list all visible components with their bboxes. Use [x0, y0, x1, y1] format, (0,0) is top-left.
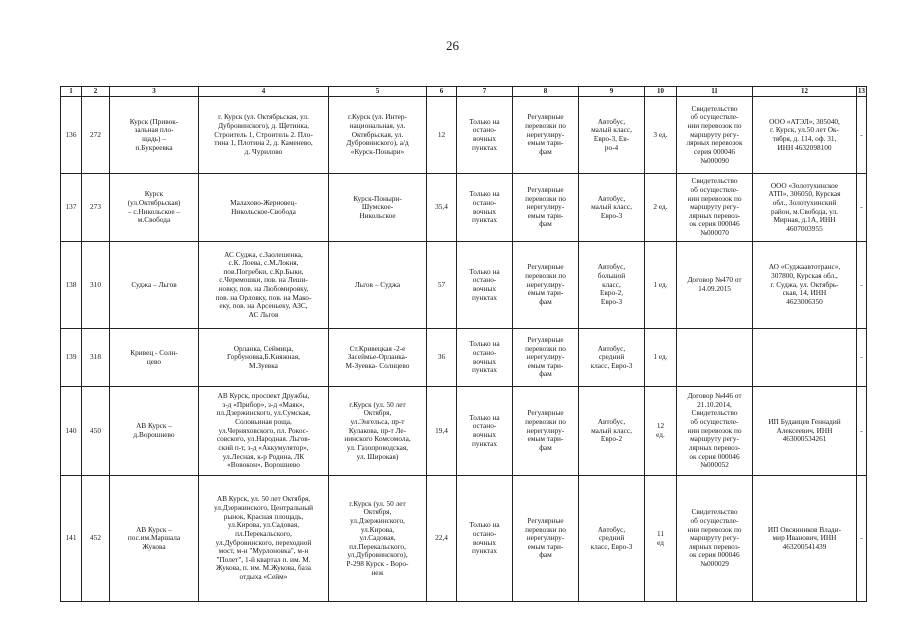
- start-date: -: [857, 97, 867, 174]
- column-header: 10: [645, 87, 677, 97]
- start-date: -: [857, 242, 867, 329]
- table-row: [61, 329, 867, 387]
- table-row: [61, 387, 867, 476]
- route-streets-back: г.Курск (ул. 50 лет Октября, ул.Энгельса, пр-т Кулакова, пр-т Ле- нинского Комсомола, ул. Газопроводская, ул. Широкая): [329, 387, 427, 476]
- route-number: 452: [82, 476, 110, 602]
- route-name: АВ Курск – д.Ворошнево: [110, 387, 199, 476]
- column-header: 5: [329, 87, 427, 97]
- column-header: 6: [427, 87, 457, 97]
- route-streets-forward: Малахово-Жерновец- Никольское-Свобода: [199, 174, 329, 242]
- route-streets-forward: АС Суджа, с.Заолешенка, с.К. Лоева, с.М.Локня, пов.Погребки, с.Кр.Быки, с.Черемошки, пов. на Леши- новку, пов. на Любомировку, пов. на Орловку, пов. на Мако- еку, пов. на Арсеньеку, АЗС, АС Льгов: [199, 242, 329, 329]
- route-length: 22,4: [427, 476, 457, 602]
- stop-order: Только на остано- вочных пунктах: [457, 476, 513, 602]
- transport-type: Регулярные перевозки по нерегулиру- емым тари- фам: [513, 174, 579, 242]
- vehicle-count: 1 ед.: [645, 329, 677, 387]
- route-number: 450: [82, 387, 110, 476]
- route-table: [60, 86, 867, 602]
- row-number: 141: [61, 476, 82, 602]
- vehicle-count: 2 ед.: [645, 174, 677, 242]
- vehicle-count: 1 ед.: [645, 242, 677, 329]
- vehicle-count: 3 ед.: [645, 97, 677, 174]
- stop-order: Только на остано- вочных пунктах: [457, 387, 513, 476]
- route-document: Свидетельство об осуществле- нии перевозок по маршруту регу- лярных перевоз- ок серия 000046 №000029: [677, 476, 753, 602]
- column-header: 11: [677, 87, 753, 97]
- route-number: 310: [82, 242, 110, 329]
- vehicle-class: Автобус, средний класс, Евро-3: [579, 329, 645, 387]
- column-header: 7: [457, 87, 513, 97]
- row-number: 138: [61, 242, 82, 329]
- vehicle-class: Автобус, малый класс, Евро-3: [579, 174, 645, 242]
- table-row: [61, 174, 867, 242]
- route-length: 19,4: [427, 387, 457, 476]
- column-header: 2: [82, 87, 110, 97]
- start-date: -: [857, 476, 867, 602]
- carrier-info: АО «Суджаавтотранс», 307800, Курская обл., г. Суджа, ул. Октябрь- ская, 14, ИНН 4623006350: [753, 242, 857, 329]
- page-number: 26: [446, 38, 459, 53]
- route-streets-forward: АВ Курск, ул. 50 лет Октября, ул.Дзержинского, Центральный рынок, Красная площадь, ул.Кирова, ул.Садовая, пл.Перекальского, ул.Дубровинского, переходной мост, м-н "Мурлоновка", м-н "Полет", 1-й квартал п. им. М. Жукова, п. им. М.Жукова, база отдыха «Сейм»: [199, 476, 329, 602]
- row-number: 137: [61, 174, 82, 242]
- carrier-info: ИП Овсянников Влади- мир Иванович, ИНН 463200541439: [753, 476, 857, 602]
- column-header: 4: [199, 87, 329, 97]
- route-length: 57: [427, 242, 457, 329]
- route-number: 272: [82, 97, 110, 174]
- row-number: 136: [61, 97, 82, 174]
- vehicle-class: Автобус, малый класс, Евро-2: [579, 387, 645, 476]
- transport-type: Регулярные перевозки по нерегулиру- емым тари- фам: [513, 242, 579, 329]
- route-streets-forward: Орланка, Сеймица, Горбуновка,Б.Княжная, М.Зуевка: [199, 329, 329, 387]
- route-streets-back: Ст.Кривецкая -2-е Засеймье-Орланка- М-Зуевка- Солнцево: [329, 329, 427, 387]
- route-name: АВ Курск – пос.им.Маршала Жукова: [110, 476, 199, 602]
- column-header: 9: [579, 87, 645, 97]
- route-document: Свидетельство об осуществле- нии перевозок по маршруту регу- лярных перевозок серия 000046 №000090: [677, 97, 753, 174]
- vehicle-class: Автобус, большой класс, Евро-2, Евро-3: [579, 242, 645, 329]
- table-row: [61, 242, 867, 329]
- carrier-info: ООО «АТЭЛ», 305040, г. Курск, ул.50 лет Ок- тября, д. 114, оф. 31, ИНН 4632098100: [753, 97, 857, 174]
- start-date: -: [857, 387, 867, 476]
- stop-order: Только на остано- вочных пунктах: [457, 174, 513, 242]
- header-row: [61, 87, 867, 97]
- route-name: Кривец - Солн- цево: [110, 329, 199, 387]
- route-document: Свидетельство об осуществле- нии перевозок по маршруту регу- лярных перевоз- ок серия 000046 №000070: [677, 174, 753, 242]
- route-name: Курск (Привок- зальная пло- щадь) – п.Букреевка: [110, 97, 199, 174]
- start-date: -: [857, 174, 867, 242]
- carrier-info: ИП Будаицев Геннадий Алексеевич, ИНН 463000534261: [753, 387, 857, 476]
- route-streets-forward: г. Курск (ул. Октябрьская, ул. Дубровинского), д. Щетинка, Строитель 1, Строитель 2. Пло- тина 1, Плотина 2, д. Каменево, д. Чурилово: [199, 97, 329, 174]
- column-header: 12: [753, 87, 857, 97]
- transport-type: Регулярные перевозки по нерегулиру- емым тари- фам: [513, 476, 579, 602]
- carrier-info: [753, 329, 857, 387]
- row-number: 139: [61, 329, 82, 387]
- table-row: [61, 97, 867, 174]
- column-header: 3: [110, 87, 199, 97]
- route-streets-forward: АВ Курск, проспект Дружбы, з-д «Прибор», з-д «Маяк», пл.Дзержинского, ул.Сумская, Соловьиная роща, ул.Черняховского, пл. Рокос- совского, ул.Народная. Льгов- ский п-т, з-д «Аккумулятор», ул.Лесная, к-р Родина, ЛК «Вовокон», Ворошнево: [199, 387, 329, 476]
- stop-order: Только на остано- вочных пунктах: [457, 329, 513, 387]
- route-length: 35,4: [427, 174, 457, 242]
- vehicle-class: Автобус, средний класс, Евро-3: [579, 476, 645, 602]
- route-number: 273: [82, 174, 110, 242]
- table-row: [61, 476, 867, 602]
- column-header: 1: [61, 87, 82, 97]
- route-name: Курск (ул.Октябрьская) – с.Никольское – м.Свобода: [110, 174, 199, 242]
- column-header: 13: [858, 87, 865, 96]
- route-document: [677, 329, 753, 387]
- vehicle-count: 11 ед: [645, 476, 677, 602]
- route-length: 12: [427, 97, 457, 174]
- route-name: Суджа – Льгов: [110, 242, 199, 329]
- transport-type: Регулярные перевозки по нерегулиру- емым тари- фам: [513, 329, 579, 387]
- route-document: Договор №470 от 14.09.2015: [677, 242, 753, 329]
- route-streets-back: г.Курск (ул. Интер- национальная, ул. Октябрьская, ул. Дубровинского), а/д «Курск-Поныри»: [329, 97, 427, 174]
- stop-order: Только на остано- вочных пунктах: [457, 97, 513, 174]
- start-date: -: [857, 329, 867, 387]
- column-header: 8: [513, 87, 579, 97]
- transport-type: Регулярные перевозки по нерегулиру- емым тари- фам: [513, 97, 579, 174]
- route-length: 36: [427, 329, 457, 387]
- route-document: Договор №446 от 21.10.2014, Свидетельство об осуществле- нии перевозок по маршруту регу- лярных перевоз- ок серия 000046 №000052: [677, 387, 753, 476]
- route-streets-back: Курск-Поныри- Шумское- Никольское: [329, 174, 427, 242]
- route-streets-back: Льгов – Суджа: [329, 242, 427, 329]
- route-number: 318: [82, 329, 110, 387]
- vehicle-count: 12 ед.: [645, 387, 677, 476]
- vehicle-class: Автобус, малый класс, Евро-3, Ев- ро-4: [579, 97, 645, 174]
- carrier-info: ООО «Золотухинское АТП», 306050, Курская обл., Золотухинский район, м.Свобода, ул. Мирная, д.1А, ИНН 4607003955: [753, 174, 857, 242]
- transport-type: Регулярные перевозки по нерегулиру- емым тари- фам: [513, 387, 579, 476]
- stop-order: Только на остано- вочных пунктах: [457, 242, 513, 329]
- route-streets-back: г.Курск (ул. 50 лет Октября, ул.Дзержинского, ул.Кирова, ул.Садовая, пл.Перекальского, ул.Дубровинского), Р-298 Курск - Воро- неж: [329, 476, 427, 602]
- row-number: 140: [61, 387, 82, 476]
